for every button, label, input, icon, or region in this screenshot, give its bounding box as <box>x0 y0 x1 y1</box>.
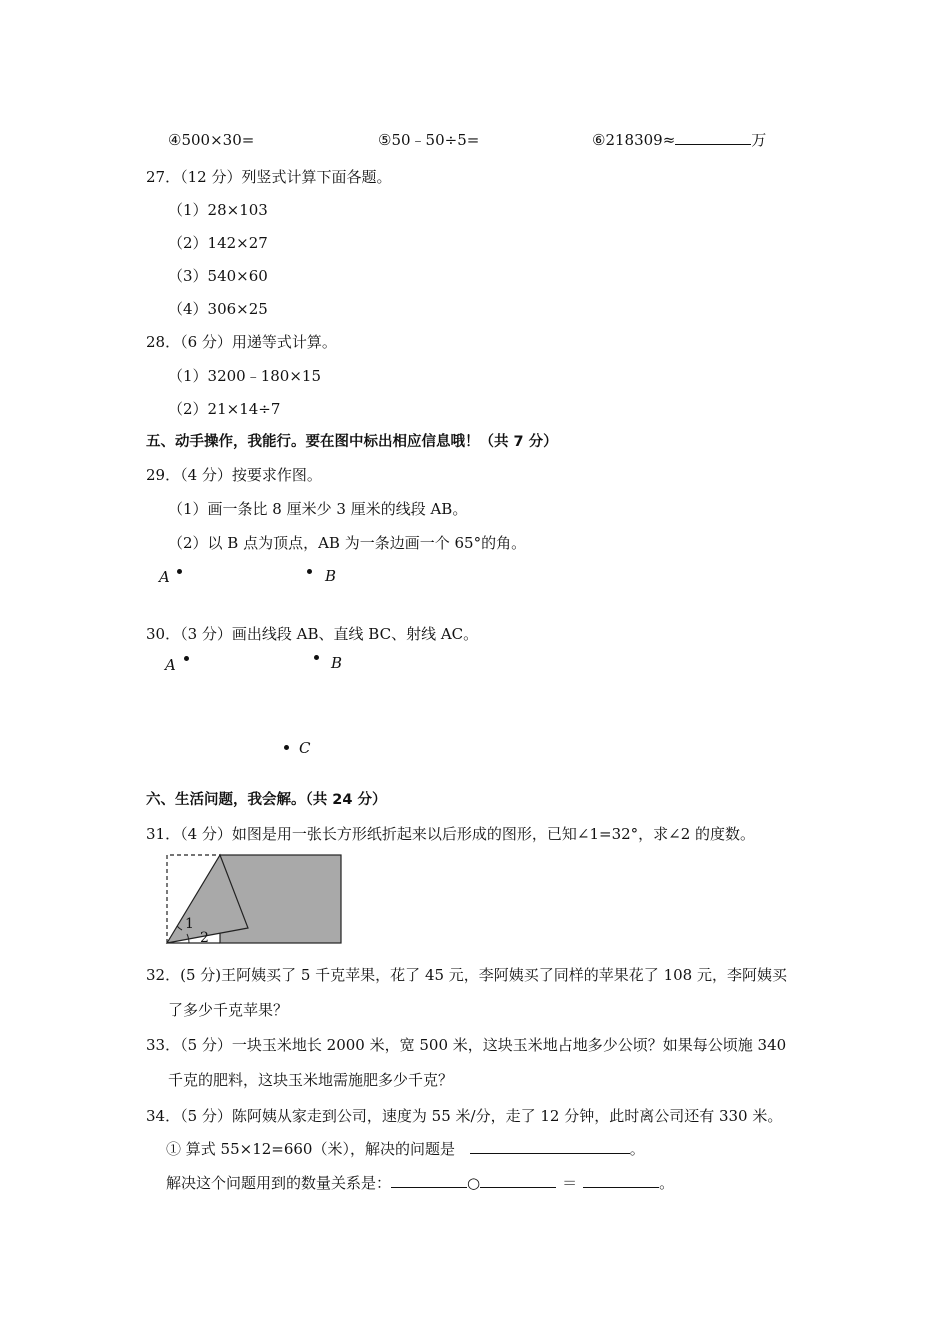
q27-item-1: （1）28×103 <box>168 201 268 219</box>
q34-blank-3[interactable] <box>583 1173 659 1188</box>
q28-title: 28．（6 分）用递等式计算。 <box>146 333 337 351</box>
q34-blank-1[interactable] <box>391 1173 467 1188</box>
q29-point-b <box>307 569 312 574</box>
q30-point-c-label: C <box>299 739 311 757</box>
q26-item4: ④500×30= <box>168 131 255 149</box>
q34-blank-2[interactable] <box>480 1173 556 1188</box>
q27-item-2: （2）142×27 <box>168 234 268 252</box>
q30-point-a-label: A <box>165 656 176 674</box>
q34-title: 34．（5 分）陈阿姨从家走到公司，速度为 55 米/分，走了 12 分钟，此时离公司还有 330 米。 <box>146 1107 783 1125</box>
q34-line-2-text: 解决这个问题用到的数量关系是： <box>166 1174 392 1192</box>
q29-point-a <box>177 569 182 574</box>
q33-line-2: 千克的肥料，这块玉米地需施肥多少千克？ <box>168 1071 454 1089</box>
q26-item6-blank[interactable] <box>675 130 751 145</box>
q27-title: 27．（12 分）列竖式计算下面各题。 <box>146 168 392 186</box>
q31-angle-2-label: 2 <box>200 930 209 946</box>
q34-line-1 <box>166 1139 645 1159</box>
q30-point-b-label: B <box>331 654 343 672</box>
q31-folded-paper-figure <box>160 850 350 950</box>
q30-point-b <box>314 655 319 660</box>
q34-line-2-end: 。 <box>659 1174 675 1192</box>
q34-line-1-end: 。 <box>629 1140 645 1158</box>
q28-item-2: （2）21×14÷7 <box>168 400 281 418</box>
q31-title: 31．（4 分）如图是用一张长方形纸折起来以后形成的图形，已知∠1=32°，求∠2 的度数。 <box>146 825 756 843</box>
q33-line-1: 33．（5 分）一块玉米地长 2000 米，宽 500 米，这块玉米地占地多少公顷？如果每公顷施 340 <box>146 1036 787 1054</box>
q34-equals: ＝ <box>562 1174 578 1192</box>
q29-point-a-label: A <box>159 568 170 586</box>
q34-line-1-text: ① 算式 55×12=660（米），解决的问题是 <box>166 1140 455 1158</box>
q27-item-3: （3）540×60 <box>168 267 268 285</box>
q30-point-a <box>184 656 189 661</box>
q34-line-2 <box>166 1173 674 1193</box>
section5-heading: 五、动手操作，我能行。要在图中标出相应信息哦！（共 7 分） <box>146 434 558 450</box>
q26-item6-text: ⑥218309≈ <box>592 131 676 149</box>
q28-item-1: （1）3200﹣180×15 <box>168 367 322 385</box>
q30-point-c <box>284 745 289 750</box>
q27-item-4: （4）306×25 <box>168 300 268 318</box>
q32-line-1: 32．(5 分)王阿姨买了 5 千克苹果，花了 45 元，李阿姨买了同样的苹果花了 108 元，李阿姨买 <box>146 966 787 984</box>
q26-item6 <box>592 130 766 150</box>
q34-operator-circle[interactable]: ○ <box>467 1174 481 1192</box>
q29-item-1: （1）画一条比 8 厘米少 3 厘米的线段 AB。 <box>168 500 468 518</box>
q29-point-b-label: B <box>325 567 337 585</box>
q26-item5: ⑤50﹣50÷5= <box>378 131 480 149</box>
q29-title: 29．（4 分）按要求作图。 <box>146 466 322 484</box>
q29-item-2: （2）以 B 点为顶点，AB 为一条边画一个 65°的角。 <box>168 534 527 552</box>
q32-line-2: 了多少千克苹果？ <box>168 1001 289 1019</box>
section6-heading: 六、生活问题，我会解。（共 24 分） <box>146 792 387 808</box>
q34-answer-blank[interactable] <box>470 1139 630 1154</box>
q30-title: 30．（3 分）画出线段 AB、直线 BC、射线 AC。 <box>146 625 479 643</box>
q31-angle-1-label: 1 <box>185 916 194 932</box>
q26-item6-unit: 万 <box>751 131 767 149</box>
